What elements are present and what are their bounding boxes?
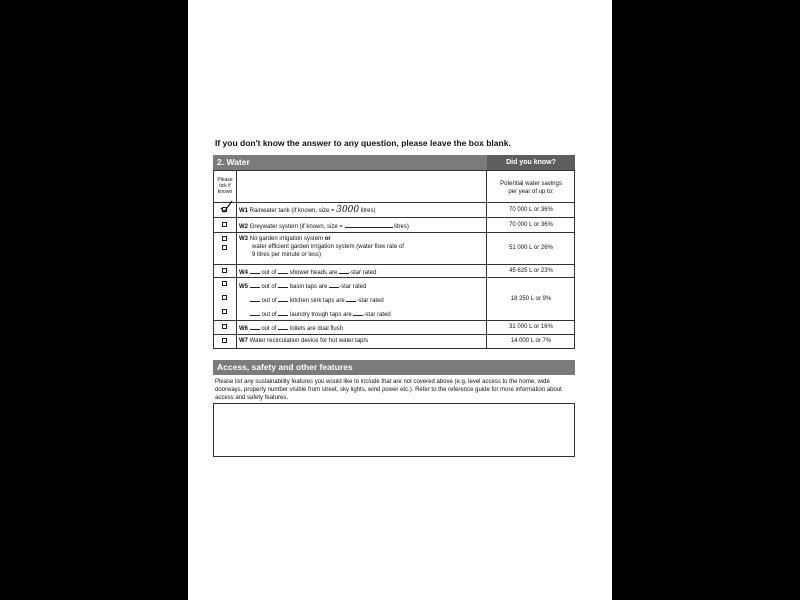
w5-basin-count-field[interactable] [250,281,260,288]
w6-text-a: out of [261,326,277,332]
w7-label [239,337,368,345]
w5-laundry-count-field[interactable] [250,309,260,316]
row-divider [213,334,575,335]
row-divider [213,217,575,218]
row-divider [213,320,575,321]
w5-code: W5 [239,284,248,290]
w4-star-field[interactable] [339,267,349,274]
row-divider [213,264,575,265]
w4-count-field[interactable] [250,267,260,274]
w2-checkbox[interactable] [222,222,227,227]
access-features-textarea[interactable] [213,403,575,457]
w6-text-b: toilets are dual flush [289,326,344,332]
tick-column-header [214,177,236,195]
w5-line-2 [250,295,384,305]
w3-label [239,235,404,259]
w3-code: W3 [239,236,248,242]
w5-checkbox-c[interactable] [222,309,227,314]
row-divider [213,232,575,233]
w5-laundry-total-field[interactable] [278,309,288,316]
savings-header-line: Potential water savings [500,181,562,187]
w5-basin-a: out of [261,284,277,290]
w1-saving: 70 000 L or 36% [509,207,553,213]
savings-column-divider [486,170,487,349]
w5-kitchen-total-field[interactable] [278,295,288,302]
w5-laundry-b: laundry trough taps are [290,312,352,318]
w5-kitchen-count-field[interactable] [250,295,260,302]
w2-size-field[interactable] [345,221,393,228]
w6-saving: 31 000 L or 16% [509,324,553,330]
row-divider [213,202,575,203]
w2-label [239,221,409,231]
w3-or: or [324,236,331,242]
w6-label [239,323,343,333]
w5-laundry-star-field[interactable] [353,309,363,316]
w6-checkbox[interactable] [222,324,227,329]
savings-column-header [487,180,575,196]
w5-basin-b: basin taps are [289,284,328,290]
w2-text: Greywater system (if known, size = [249,224,343,230]
did-you-know-header: Did you know? [487,155,575,170]
w5-line-1 [239,281,366,291]
w7-saving: 14 000 L or 7% [510,338,552,344]
w6-total-field[interactable] [278,323,288,330]
w5-checkbox-a[interactable] [222,281,227,286]
w5-laundry-c: -star rated [363,312,391,318]
tick-column-divider [236,170,237,349]
w5-basin-total-field[interactable] [278,281,288,288]
w4-code: W4 [239,270,248,276]
w1-text: Rainwater tank (if known, size = [249,208,335,214]
w3-saving: 51 000 L or 26% [509,245,553,251]
w3-text-b: water efficient garden irrigation system (water flow rate of [252,244,404,250]
w6-code: W6 [239,326,248,332]
tick-header-line: tick if [219,183,231,189]
w3-text-a: No garden irrigation system [249,236,324,242]
w4-label [239,267,376,277]
tick-header-line: Please [217,177,233,183]
w6-count-field[interactable] [250,323,260,330]
w5-kitchen-c: -star rated [356,298,384,304]
w3-checkbox-b[interactable] [222,245,227,250]
access-section-title: Access, safety and other features [213,360,575,375]
w5-basin-c: -star rated [339,284,367,290]
w3-checkbox-a[interactable] [222,236,227,241]
w5-checkbox-b[interactable] [222,295,227,300]
w2-suffix: litres) [394,224,409,230]
w5-laundry-a: out of [261,312,277,318]
w1-suffix: litres) [360,208,376,214]
check-mark-icon [218,200,234,214]
w4-checkbox[interactable] [222,268,227,273]
w5-kitchen-b: kitchen sink taps are [290,298,345,304]
w7-code: W7 [239,338,248,344]
water-section-title: 2. Water [213,155,487,170]
w2-saving: 70 000 L or 36% [509,222,553,228]
w3-text-c: 9 litres per minute or less) [252,252,322,258]
w7-checkbox[interactable] [222,338,227,343]
w4-text-b: shower heads are [289,270,338,276]
w1-code: W1 [239,208,248,214]
w5-basin-star-field[interactable] [329,281,339,288]
tick-header-line: known [217,189,233,195]
w4-total-field[interactable] [278,267,288,274]
w5-saving: 18 250 L or 9% [510,296,552,302]
w4-text-a: out of [261,270,277,276]
w4-saving: 45 625 L or 23% [509,268,553,274]
w4-text-c: -star rated [349,270,377,276]
w1-handwritten-size[interactable]: 3000 [336,205,360,215]
w5-line-3 [250,309,391,319]
access-instructions: Please list any sustainability features you would like to include that are not covered above (e.g. level access to the home, wide doorways, property number visible from street, sky lights, wind power etc.). Refer to the reference guide for more information about access and safety features. [215,379,562,401]
w5-kitchen-star-field[interactable] [346,295,356,302]
intro-instruction: If you don't know the answer to any question, please leave the box blank. [215,138,511,148]
w2-code: W2 [239,224,248,230]
w7-text: Water recirculation device for hot water tap/s [249,338,369,344]
row-divider [213,277,575,278]
w5-kitchen-a: out of [261,298,277,304]
savings-header-line: per year of up to: [508,189,554,195]
w1-label [239,206,375,215]
